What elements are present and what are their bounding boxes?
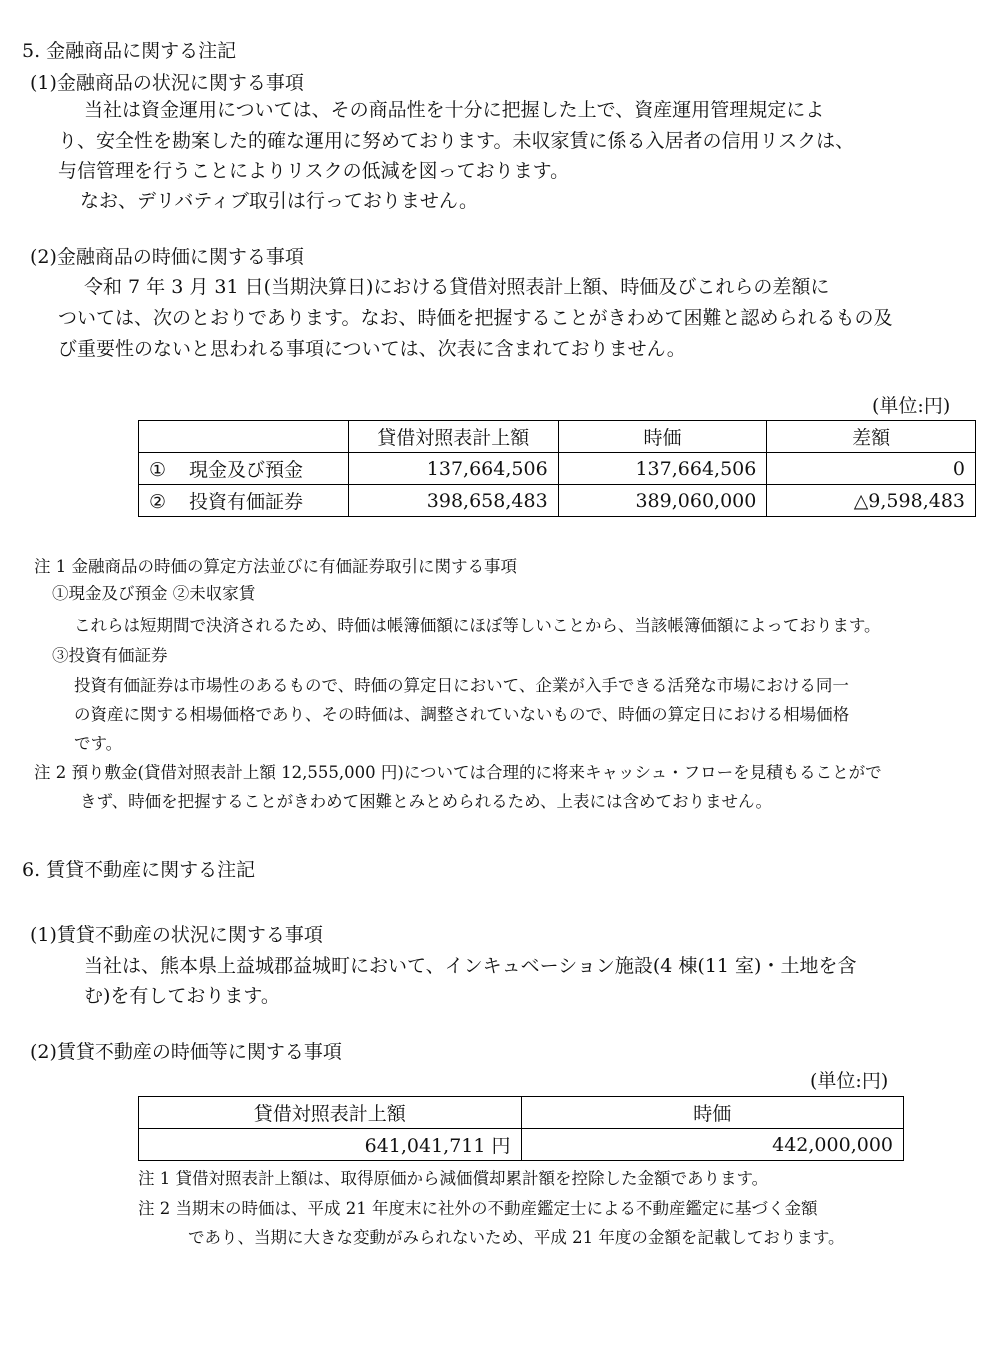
row-number: ① bbox=[149, 459, 167, 481]
paragraph-line: ついては、次のとおりであります。なお、時価を把握することがきわめて困難と認められるもの及 bbox=[58, 307, 893, 329]
difference-cell: △9,598,483 bbox=[767, 485, 976, 517]
table-header-row bbox=[139, 421, 976, 453]
table-row bbox=[139, 1129, 904, 1161]
fair-value-cell: 137,664,506 bbox=[558, 453, 767, 485]
unit-label: (単位:円) bbox=[810, 1070, 889, 1092]
table-header-cell: 差額 bbox=[767, 421, 976, 453]
note-text: です。 bbox=[74, 734, 123, 753]
note2-text: 注 2 当期末の時価は、平成 21 年度末に社外の不動産鑑定士による不動産鑑定に基づく金額 bbox=[138, 1199, 818, 1218]
table-header-row bbox=[139, 1097, 904, 1129]
note-text: の資産に関する相場価格であり、その時価は、調整されていないもので、時価の算定日における相場価格 bbox=[74, 705, 850, 724]
book-value-cell: 137,664,506 bbox=[348, 453, 558, 485]
paragraph-line: なお、デリバティブ取引は行っておりません。 bbox=[80, 190, 479, 212]
paragraph-line: 令和 7 年 3 月 31 日(当期決算日)における貸借対照表計上額、時価及びこれらの差額に bbox=[84, 276, 830, 298]
section5-sub1-title: (1)金融商品の状況に関する事項 bbox=[30, 72, 304, 94]
table-header-cell: 貸借対照表計上額 bbox=[139, 1097, 522, 1129]
book-value-cell: 398,658,483 bbox=[348, 485, 558, 517]
section6-title: 6. 賃貸不動産に関する注記 bbox=[22, 859, 256, 881]
table-header-cell bbox=[139, 421, 349, 453]
section6-sub2-title: (2)賃貸不動産の時価等に関する事項 bbox=[30, 1041, 342, 1063]
table-header-cell: 時価 bbox=[521, 1097, 903, 1129]
paragraph-line: り、安全性を勘案した的確な運用に努めております。未収家賃に係る入居者の信用リスクは、 bbox=[58, 130, 855, 152]
rental-property-table bbox=[138, 1096, 904, 1161]
paragraph-line: 与信管理を行うことによりリスクの低減を図っております。 bbox=[58, 160, 570, 182]
note-text: これらは短期間で決済されるため、時価は帳簿価額にほぼ等しいことから、当該帳簿価額によっております。 bbox=[74, 616, 881, 635]
row-label-cell bbox=[139, 485, 349, 517]
note-item-title: ③投資有価証券 bbox=[52, 646, 168, 665]
paragraph-line: 当社は、熊本県上益城郡益城町において、インキュベーション施設(4 棟(11 室)・土地を含 bbox=[84, 955, 857, 977]
section5-title: 5. 金融商品に関する注記 bbox=[22, 40, 237, 62]
note2-text: 注 2 預り敷金(貸借対照表計上額 12,555,000 円)については合理的に将来キャッシュ・フローを見積もることがで bbox=[34, 763, 882, 782]
fair-value-cell: 389,060,000 bbox=[558, 485, 767, 517]
table-row bbox=[139, 485, 976, 517]
section6-sub1-title: (1)賃貸不動産の状況に関する事項 bbox=[30, 924, 323, 946]
fair-value-cell: 442,000,000 bbox=[521, 1129, 903, 1161]
paragraph-line: び重要性のないと思われる事項については、次表に含まれておりません。 bbox=[58, 338, 686, 360]
row-number: ② bbox=[149, 491, 167, 513]
table-header-cell: 時価 bbox=[558, 421, 767, 453]
paragraph-line: む)を有しております。 bbox=[84, 985, 280, 1007]
row-label: 投資有価証券 bbox=[189, 491, 304, 513]
table-row bbox=[139, 453, 976, 485]
row-label-cell bbox=[139, 453, 349, 485]
note2-text: きず、時価を把握することがきわめて困難とみとめられるため、上表には含めておりません。 bbox=[80, 792, 773, 811]
note1-title: 注 1 金融商品の時価の算定方法並びに有価証券取引に関する事項 bbox=[34, 557, 517, 576]
row-label: 現金及び預金 bbox=[189, 459, 304, 481]
section5-sub2-title: (2)金融商品の時価に関する事項 bbox=[30, 246, 304, 268]
financial-instruments-table bbox=[138, 420, 976, 517]
paragraph-line: 当社は資金運用については、その商品性を十分に把握した上で、資産運用管理規定によ bbox=[84, 99, 825, 121]
note-item-title: ①現金及び預金 ②未収家賃 bbox=[52, 584, 256, 603]
note2-text: であり、当期に大きな変動がみられないため、平成 21 年度の金額を記載しております。 bbox=[188, 1228, 845, 1247]
book-value-cell: 641,041,711 円 bbox=[139, 1129, 522, 1161]
note1-text: 注 1 貸借対照表計上額は、取得原価から減価償却累計額を控除した金額であります。 bbox=[138, 1169, 769, 1188]
difference-cell: 0 bbox=[767, 453, 976, 485]
unit-label: (単位:円) bbox=[872, 395, 951, 417]
note-text: 投資有価証券は市場性のあるもので、時価の算定日において、企業が入手できる活発な市場における同一 bbox=[74, 676, 849, 695]
table-header-cell: 貸借対照表計上額 bbox=[348, 421, 558, 453]
